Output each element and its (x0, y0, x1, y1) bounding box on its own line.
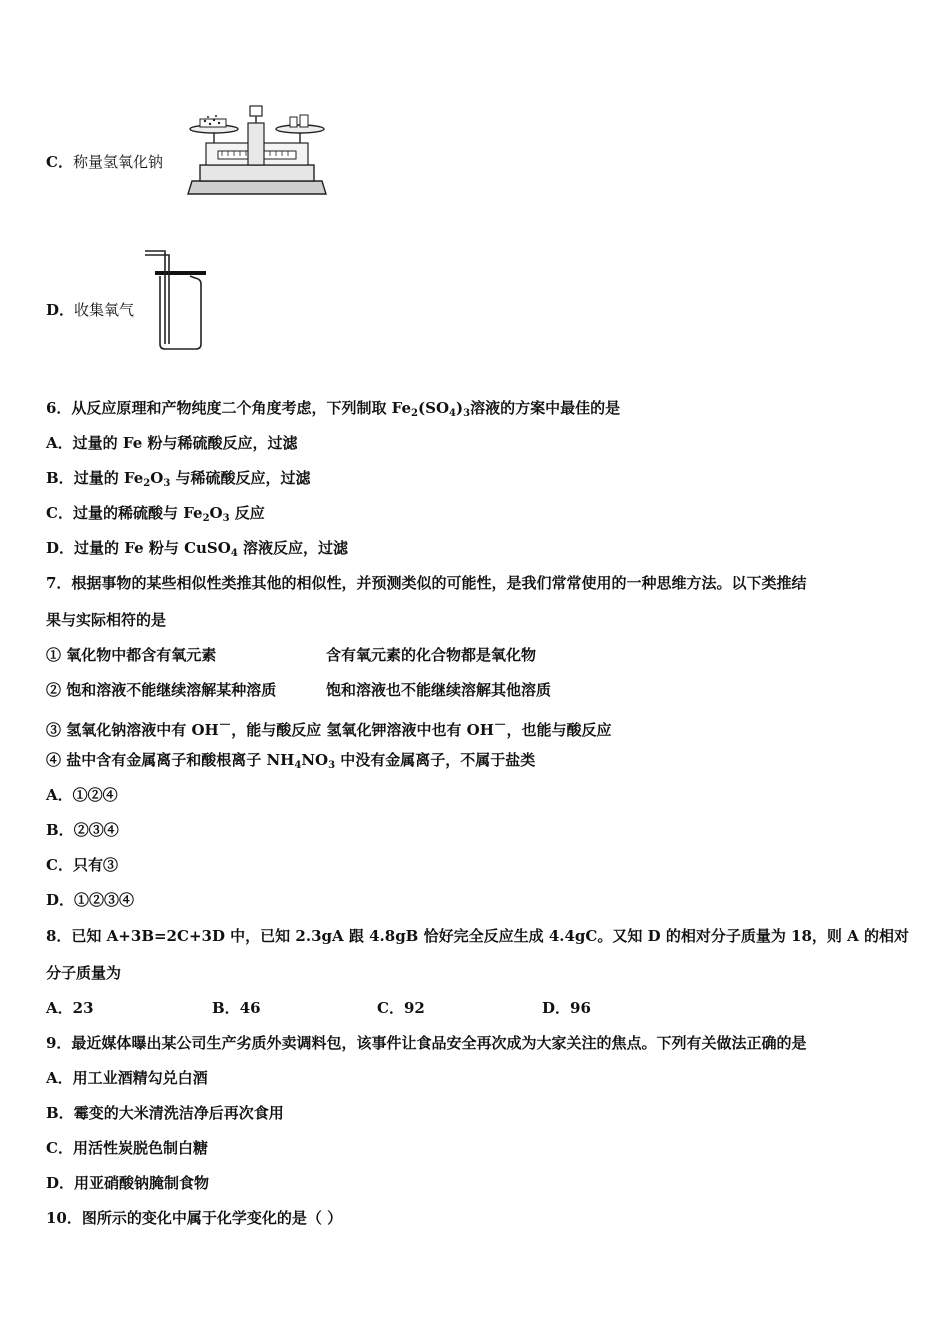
q7-stem-line1: 7．根据事物的某些相似性类推其他的相似性，并预测类似的可能性，是我们常常使用的一种思维方法。以下类推结 (46, 574, 807, 592)
q9-option-d: D．用亚硝酸钠腌制食物 (46, 1174, 210, 1192)
gas-collection-bottle-figure (140, 248, 210, 354)
q6-option-d: D．过量的 Fe 粉与 CuSO$_4$ 溶液反应，过滤 (46, 539, 349, 559)
q7-item-1-inference: 含有氧元素的化合物都是氧化物 (326, 646, 537, 664)
q8-stem-line1: 8．已知 A+3B=2C+3D 中，已知 2.3gA 跟 4.8gB 恰好完全反应生成 4.4gC。又知 D 的相对分子质量为 18，则 A 的相对 (46, 927, 910, 945)
q10-stem: 10．图所示的变化中属于化学变化的是（ ） (46, 1209, 343, 1227)
q7-item-2-premise: ② 饱和溶液不能继续溶解某种溶质 (46, 681, 277, 699)
q8-option-c: C．92 (377, 999, 425, 1017)
q5-option-d (46, 300, 134, 320)
option-text: 收集氧气 (74, 301, 135, 319)
q7-option-a: A．①②④ (46, 786, 118, 804)
q7-item-3: ③ 氢氧化钠溶液中有 OH－，能与酸反应 氢氧化钾溶液中也有 OH－，也能与酸反应 (46, 717, 612, 739)
q8-option-d: D．96 (542, 999, 591, 1017)
q8-option-a: A．23 (46, 999, 94, 1017)
q6-option-b: B．过量的 $Fe_2O_3$ 与稀硫酸反应，过滤 (46, 469, 311, 489)
option-text: 称量氢氧化钠 (72, 153, 163, 171)
q6-option-a: A．过量的 Fe 粉与稀硫酸反应，过滤 (46, 434, 298, 452)
q9-stem: 9．最近媒体曝出某公司生产劣质外卖调料包，该事件让食品安全再次成为大家关注的焦点。下列有关做法正确的是 (46, 1034, 807, 1052)
q9-option-c: C．用活性炭脱色制白糖 (46, 1139, 208, 1157)
q7-stem-line2: 果与实际相符的是 (46, 611, 167, 629)
q7-option-d: D．①②③④ (46, 891, 135, 909)
q7-option-c: C．只有③ (46, 856, 118, 874)
q7-option-b: B．②③④ (46, 821, 119, 839)
balance-scale-figure (186, 103, 328, 196)
q7-item-4: ④ 盐中含有金属离子和酸根离子 $NH_4NO_3$ 中没有金属离子，不属于盐类 (46, 751, 536, 771)
option-label: C． (46, 153, 73, 171)
q8-option-b: B．46 (212, 999, 261, 1017)
q5-option-c (46, 152, 163, 172)
q6-option-c: C．过量的稀硫酸与 $Fe_2O_3$ 反应 (46, 504, 265, 524)
q7-item-2-inference: 饱和溶液也不能继续溶解其他溶质 (326, 681, 552, 699)
q8-stem-line2: 分子质量为 (46, 964, 122, 982)
q7-item-1-premise: ① 氧化物中都含有氧元素 (46, 646, 217, 664)
q6-stem: 6．从反应原理和产物纯度二个角度考虑，下列制取 $Fe_2(SO_4)_3$溶液的方案中最佳的是 (46, 399, 621, 419)
q9-option-b: B．霉变的大米清洗洁净后再次食用 (46, 1104, 284, 1122)
q9-option-a: A．用工业酒精勾兑白酒 (46, 1069, 208, 1087)
option-label: D． (46, 301, 75, 319)
